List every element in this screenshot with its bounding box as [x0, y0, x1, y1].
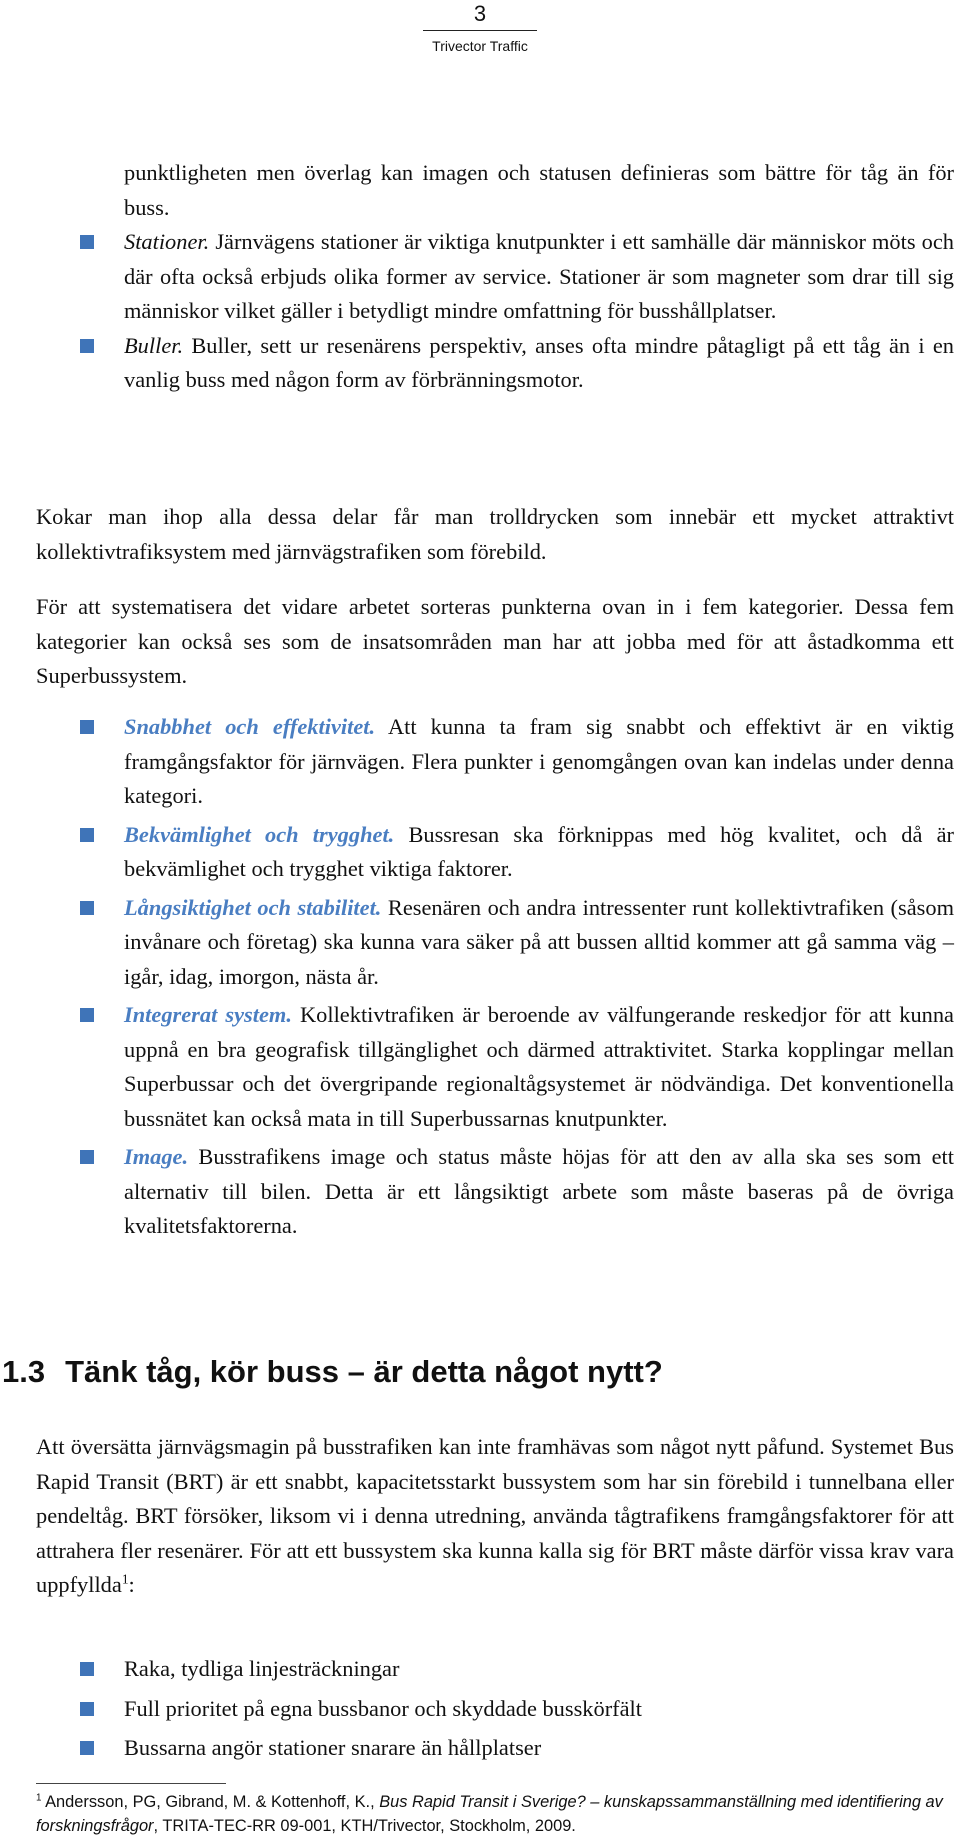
- list-item-text: Bussarna angör stationer snarare än hållplatser: [124, 1735, 542, 1760]
- page-number: 3: [473, 1, 487, 26]
- list-item-term: Stationer.: [124, 229, 210, 254]
- list-item: [80, 225, 954, 329]
- category-list: [80, 710, 954, 1244]
- paragraph: Kokar man ihop alla dessa delar får man trolldrycken som innebär ett mycket attraktivt kollektivtrafiksystem med järnvägstrafiken som förebild.: [36, 504, 954, 564]
- list-item-text: Busstrafikens image och status måste höjas för att den av alla ska ses som ett alternativ till bilen. Detta är ett långsiktigt arbete som måste baseras på de övriga kvalitetsfaktorerna.: [124, 1144, 954, 1238]
- category-term: Image.: [124, 1144, 189, 1169]
- footnote-reference[interactable]: 1: [121, 1571, 129, 1587]
- running-title: Trivector Traffic: [432, 38, 528, 54]
- list-item: [80, 891, 954, 995]
- factor-list: [80, 156, 954, 398]
- page-header: [0, 0, 960, 54]
- list-item: [80, 1731, 954, 1766]
- square-bullet-icon: [80, 1008, 94, 1022]
- footnote-authors: Andersson, PG, Gibrand, M. & Kottenhoff, K.,: [41, 1793, 380, 1811]
- list-item-text: Full prioritet på egna bussbanor och skyddade busskörfält: [124, 1695, 642, 1721]
- brt-requirements-list: [80, 1652, 954, 1766]
- list-item: [80, 818, 954, 887]
- list-item: [80, 1140, 954, 1244]
- list-item: [80, 329, 954, 398]
- list-item: [80, 1692, 954, 1727]
- paragraph: För att systematisera det vidare arbetet sorteras punkterna ovan in i fem kategorier. Dessa fem kategorier kan också ses som de insatsområden man har att jobba med för att åstadkomma ett Superbussystem.: [36, 594, 954, 688]
- square-bullet-icon: [80, 1702, 94, 1716]
- footnote-publication: , TRITA-TEC-RR 09-001, KTH/Trivector, Stockholm, 2009.: [153, 1817, 576, 1835]
- list-item: [80, 998, 954, 1136]
- square-bullet-icon: [80, 1662, 94, 1676]
- square-bullet-icon: [80, 720, 94, 734]
- category-term: Bekvämlighet och trygghet.: [124, 821, 395, 847]
- paragraph-end: :: [128, 1572, 135, 1597]
- list-item-text: Att kunna ta fram sig snabbt och effektivt är en viktig framgångsfaktor för järnvägen. Flera punkter i genomgången ovan kan indelas under denna kategori.: [124, 714, 954, 808]
- header-rule: [423, 30, 537, 31]
- list-item: [80, 156, 954, 225]
- footnote-mark: 1: [36, 1792, 42, 1804]
- category-term: Långsiktighet och stabilitet.: [124, 894, 382, 920]
- section-number: 1.3: [2, 1354, 46, 1389]
- list-item-text: punktligheten men överlag kan imagen och statusen definieras som bättre för tåg än för buss.: [124, 160, 954, 220]
- square-bullet-icon: [80, 901, 94, 915]
- section-title: Tänk tåg, kör buss – är detta något nytt?: [65, 1354, 663, 1389]
- footnote-rule: [36, 1783, 226, 1784]
- paragraph: [36, 1430, 954, 1603]
- list-item-text: Kollektivtrafiken är beroende av välfungerande reskedjor för att kunna uppnå en bra geografisk tillgänglighet och därmed attraktivitet. Starka kopplingar mellan Superbussar och det övergripande regionaltågsystemet är nödvändiga. Det konventionella bussnätet kan också mata in till Superbussarnas knutpunkter.: [124, 1002, 954, 1131]
- paragraph-text: Att översätta järnvägsmagin på busstrafiken kan inte framhävas som något nytt påfund. Systemet Bus Rapid Transit (BRT) är ett snabbt, kapacitetsstarkt bussystem som har sin förebild i tunnelbana eller pendeltåg. BRT försöker, liksom vi i denna utredning, använda tågtrafikens framgångsfaktorer för att attrahera fler resenärer. För att ett bussystem ska kunna kalla sig för BRT måste därför vissa krav vara uppfyllda: [36, 1434, 954, 1597]
- list-item: [80, 710, 954, 814]
- footnote-title: Bus Rapid Transit i Sverige? – kunskapssammanställning med identifiering av forskningsfrågor: [36, 1793, 943, 1835]
- square-bullet-icon: [80, 1150, 94, 1164]
- square-bullet-icon: [80, 235, 94, 249]
- list-item: [80, 1652, 954, 1687]
- list-item-term: Buller.: [124, 332, 184, 358]
- list-item-text: Bussresan ska förknippas med hög kvalitet, och då är bekvämlighet och trygghet viktiga faktorer.: [124, 821, 954, 881]
- square-bullet-icon: [80, 1741, 94, 1755]
- category-term: Integrerat system.: [124, 1002, 292, 1027]
- square-bullet-icon: [80, 339, 94, 353]
- category-term: Snabbhet och effektivitet.: [124, 714, 376, 739]
- list-item-text: Buller, sett ur resenärens perspektiv, anses ofta mindre påtagligt på ett tåg än i en vanlig buss med någon form av förbränningsmotor.: [124, 332, 954, 392]
- list-item-text: Resenären och andra intressenter runt kollektivtrafiken (såsom invånare och företag) ska kunna vara säker på att bussen alltid kommer att gå samma väg – igår, idag, imorgon, nästa år.: [124, 894, 954, 989]
- square-bullet-icon: [80, 828, 94, 842]
- list-item-text: Järnvägens stationer är viktiga knutpunkter i ett samhälle där människor möts och där ofta också erbjuds olika former av service. Stationer är som magneter som drar till sig människor vilket gäller i betydligt mindre omfattning för busshållplatser.: [124, 229, 954, 323]
- list-item-text: Raka, tydliga linjesträckningar: [124, 1656, 400, 1681]
- footnote: [36, 1790, 954, 1838]
- section-heading: [2, 1352, 663, 1392]
